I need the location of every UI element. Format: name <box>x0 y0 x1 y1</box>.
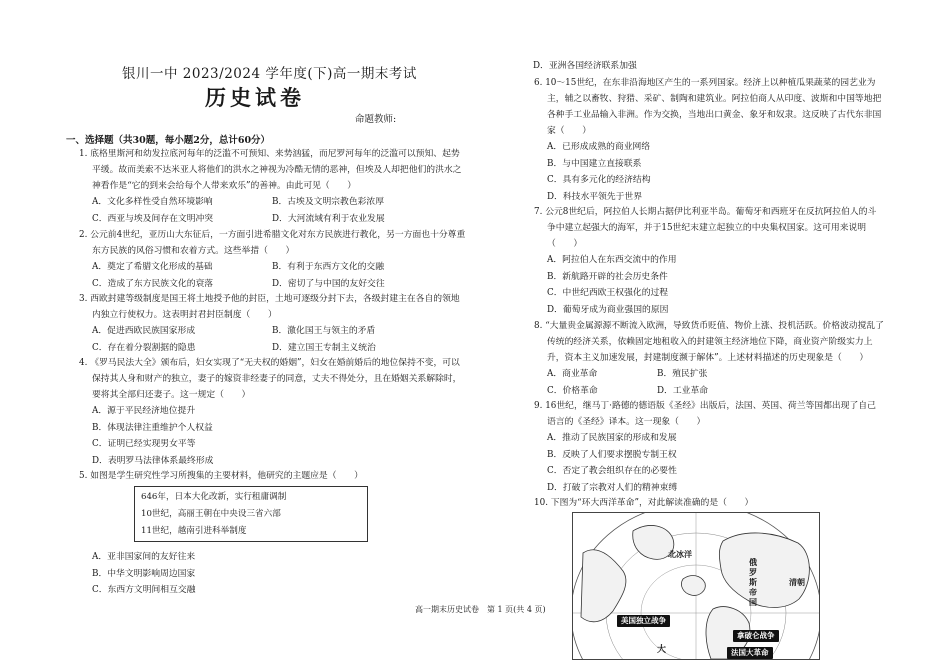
options-row <box>534 383 884 400</box>
option: A．阿拉伯人在东西交流中的作用 <box>547 255 677 265</box>
options-row <box>534 366 884 383</box>
options-row <box>79 323 467 340</box>
question-stem: 9. 16世纪，继马丁·路德的德语版《圣经》出版后，法国、英国、荷兰等国都出现了自己语言的《圣经》译本。这一现象（ ） <box>534 401 876 427</box>
question-4 <box>79 355 467 469</box>
option: B．殖民扩张 <box>657 369 708 379</box>
option: D．建立国王专制主义统治 <box>272 342 376 353</box>
option: B．反映了人们要求摆脱专制王权 <box>547 449 677 460</box>
map-tag-american-revolution: 美国独立战争 <box>617 615 670 627</box>
option: B．体现法律注重维护个人权益 <box>92 422 213 433</box>
question-7 <box>534 204 884 318</box>
option: A．已形成成熟的商业网络 <box>547 142 651 152</box>
material-line: 11世纪，越南引进科举制度 <box>141 526 247 536</box>
option: A．奠定了希腊文化形成的基础 <box>92 262 213 272</box>
option: D．表明罗马法律体系最终形成 <box>92 455 214 466</box>
material-line: 646年，日本大化改新，实行租庸调制 <box>141 492 287 502</box>
map-tag-french-revolution: 法国大革命 <box>727 647 773 659</box>
map-graphic <box>573 513 819 659</box>
option: D．科技水平领先于世界 <box>547 191 643 202</box>
question-stem: 6. 10～15世纪，在东非沿海地区产生的一系列国家。经济上以种植瓜果蔬菜的园艺业为主，辅之以畜牧、狩猎、采矿、制陶和建筑业。阿拉伯商人从印度、波斯和中国等地把各种手工业品输入非洲。作为交换，当地出口黄金、象牙和奴隶。这反映了古代东非国家（ ） <box>534 78 882 136</box>
option: C．具有多元化的经济结构 <box>547 175 651 185</box>
question-stem: 7. 公元8世纪后，阿拉伯人长期占据伊比利亚半岛。葡萄牙和西班牙在反抗阿拉伯人的斗争中建立起强大的海军，并于15世纪末建立起独立的中央集权国家。这可用来说明（ ） <box>534 207 877 249</box>
options-row <box>79 259 467 276</box>
option: A．推动了民族国家的形成和发展 <box>547 433 677 443</box>
question-5-option-d <box>520 58 892 75</box>
option: C．中世纪西欧王权强化的过程 <box>547 288 669 298</box>
question-stem: 8. “大量贵金属源源不断流入欧洲，导致货币贬值、物价上涨、投机活跃。价格波动搅乱了传统的经济关系，依赖固定地租收入的封建领主经济地位下降，商业资产阶级实力上升，资本主义加速发展，封建制度濒于解体”。上述材料描述的历史现象是（ ） <box>534 321 884 363</box>
option: B．中华文明影响周边国家 <box>92 568 196 579</box>
question-stem: 2. 公元前4世纪，亚历山大东征后，一方面引进希腊文化对东方民族进行教化，另一方面也十分尊重东方民族的风俗习惯和农着方式。这些举措（ ） <box>79 230 466 256</box>
option: C．东西方文明间相互交融 <box>92 585 196 595</box>
option: D．亚洲各国经济联系加强 <box>533 61 637 71</box>
question-3 <box>79 291 467 356</box>
question-6 <box>534 75 884 205</box>
question-stem: 1. 底格里斯河和幼发拉底河每年的泛滥不可预知、来势汹猛，而尼罗河每年的泛滥可以预知、起势平缓。故而美索不达米亚人将他们的洪水之神视为冷酷无情的恶神，但埃及人却把他们的洪水之神看作是“它的到来会给每个人带来欢乐”的善神。由此可见（ ） <box>79 149 462 191</box>
material-box <box>134 486 368 542</box>
option: D．工业革命 <box>657 385 709 396</box>
option: A．源于平民经济地位提升 <box>92 406 196 416</box>
question-8 <box>534 318 884 399</box>
option: C．价格革命 <box>547 385 598 396</box>
option: A．亚非国家间的友好往来 <box>92 552 196 562</box>
question-stem: 4. 《罗马民法大全》颁布后，妇女实现了“无夫权的婚姻”，妇女在婚前婚后的地位保持不变，可以保持其人身和财产的独立，妻子的嫁资非经妻子的同意，丈夫不得处分，且在婚姻关系解除时，要将其全部归还妻子。这一规定（ ） <box>79 358 462 400</box>
map-tag-napoleonic-wars: 拿破仑战争 <box>733 630 779 642</box>
material-line: 10世纪，高丽王朝在中央设三省六部 <box>141 509 281 519</box>
options-row <box>79 194 467 211</box>
option: C．存在着分裂割据的隐患 <box>92 342 196 353</box>
map-label-russia: 俄罗斯帝国 <box>749 557 757 607</box>
map-label-arctic: 北冰洋 <box>668 549 692 559</box>
option: C．造成了东方民族文化的衰落 <box>92 278 214 289</box>
map-label-fragment: 大 <box>657 645 667 655</box>
option: D．打破了宗教对人们的精神束缚 <box>547 482 678 493</box>
page-footer: 高一期末历史试卷 第 1 页(共 4 页) <box>415 605 546 614</box>
option: A．商业革命 <box>547 369 598 379</box>
option: C．证明已经实现男女平等 <box>92 439 196 449</box>
question-stem: 5. 如图是学生研究性学习所搜集的主要材料，他研究的主题应是（ ） <box>79 471 363 481</box>
subject-title: 历史试卷 <box>205 85 305 110</box>
question-5 <box>79 468 467 484</box>
option: B．有利于东西方文化的交融 <box>272 262 385 272</box>
question-9 <box>534 398 884 496</box>
section-heading: 一、选择题（共30题，每小题2分，总计60分） <box>66 135 271 146</box>
option: D．密切了与中国的友好交往 <box>272 278 385 289</box>
options-row <box>79 211 467 228</box>
option: B．激化国王与领主的矛盾 <box>272 326 376 336</box>
question-5-options <box>79 549 467 599</box>
option: A．促进西欧民族国家形成 <box>92 326 196 336</box>
atlantic-revolution-map <box>572 512 820 660</box>
options-row <box>79 276 467 293</box>
map-label-qing: 清朝 <box>789 577 805 587</box>
question-10 <box>534 495 884 511</box>
option: C．西亚与埃及间存在文明冲突 <box>92 213 214 224</box>
option: B．古埃及文明宗教色彩浓厚 <box>272 197 385 207</box>
option: C．否定了教会组织存在的必要性 <box>547 466 677 476</box>
option: D．葡萄牙成为商业强国的原因 <box>547 304 669 315</box>
options-row <box>79 340 467 357</box>
option: A．文化多样性受自然环境影响 <box>92 197 213 207</box>
option: B．与中国建立直接联系 <box>547 158 642 169</box>
question-1 <box>79 146 467 227</box>
option: B．新航路开辟的社会历史条件 <box>547 271 668 282</box>
teacher-label: 命题教师: <box>355 114 397 125</box>
question-stem: 3. 西欧封建等级制度是国王将土地授予他的封臣，土地可逐级分封下去，各级封建主在各自的领地内独立行使权力。这表明封君封臣制度（ ） <box>79 294 460 320</box>
question-2 <box>79 227 467 292</box>
question-stem: 10. 下图为“环大西洋革命”，对此解读准确的是（ ） <box>534 498 754 508</box>
option: D．大河流域有利于农业发展 <box>272 213 385 224</box>
exam-title-line: 银川一中 2023/2024 学年度(下)高一期末考试 <box>122 66 417 82</box>
